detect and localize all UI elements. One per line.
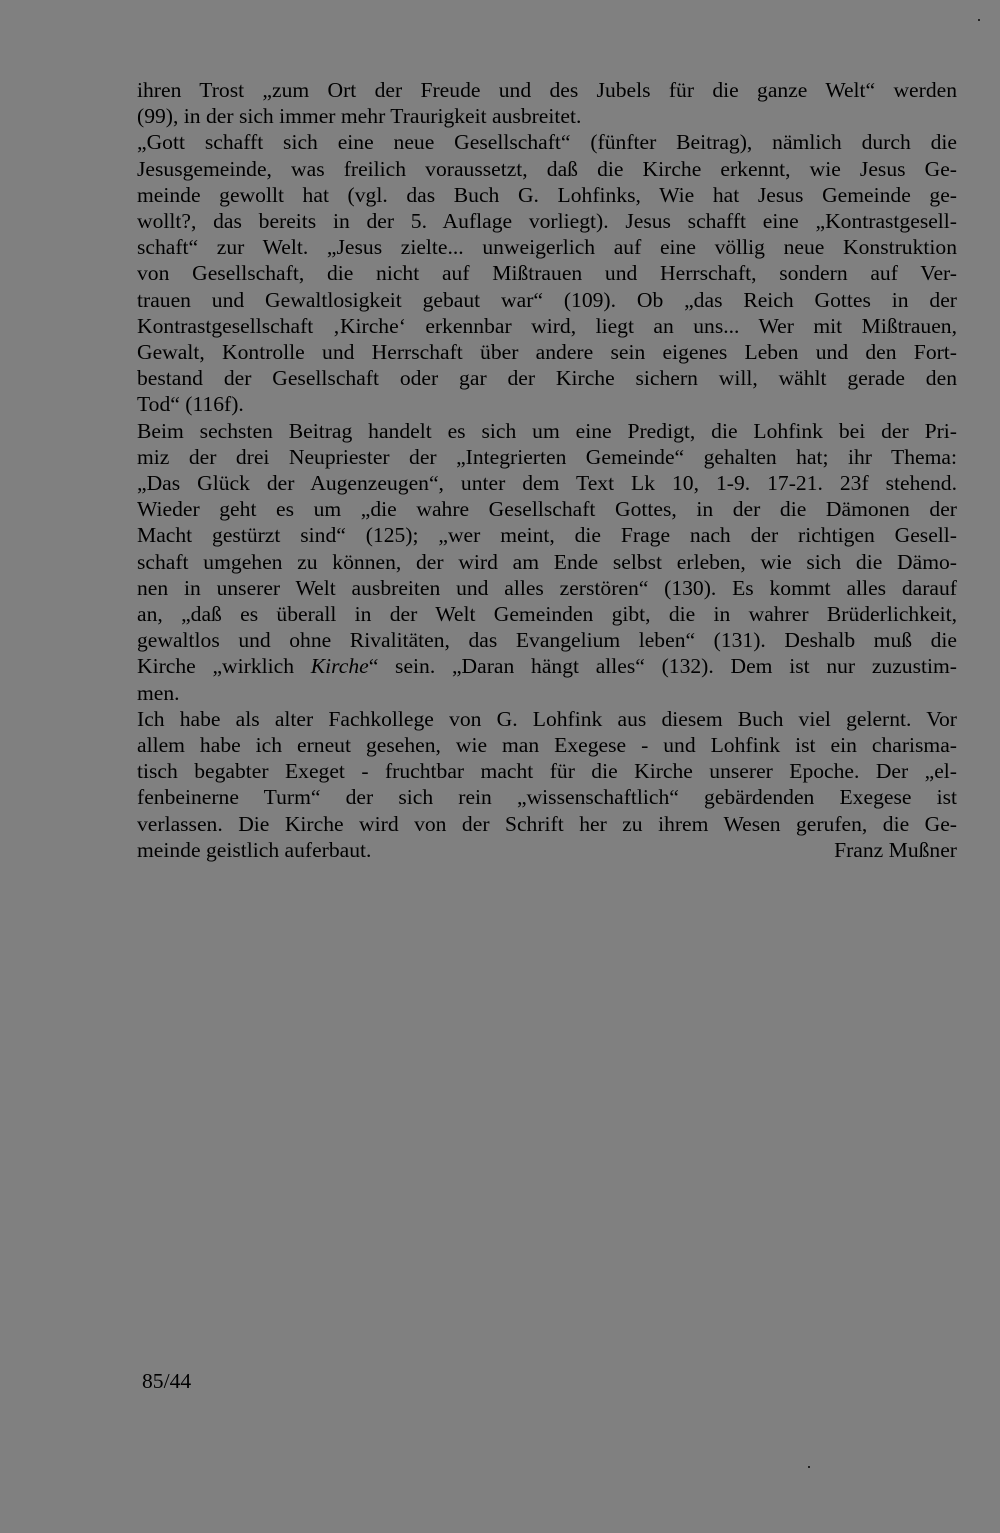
text-line: gewaltlos und ohne Rivalitäten, das Evangelium leben“ (131). Deshalb muß die — [137, 628, 957, 653]
text-line: „Gott schafft sich eine neue Gesellschaft“ (fünfter Beitrag), nämlich durch die — [137, 130, 957, 155]
text-line: Beim sechsten Beitrag handelt es sich um eine Predigt, die Lohfink bei der Pri- — [137, 418, 957, 443]
text-line: meinde gewollt hat (vgl. das Buch G. Lohfinks, Wie hat Jesus Gemeinde ge- — [137, 182, 957, 207]
text-line: wollt?, das bereits in der 5. Auflage vorliegt). Jesus schafft eine „Kontrastgesell- — [137, 209, 957, 234]
text-line: nen in unserer Welt ausbreiten und alles zerstören“ (130). Es kommt alles darauf — [137, 575, 957, 600]
text-segment: “ sein. „Daran hängt alles“ (132). Dem ist nur zuzustim- — [368, 654, 957, 679]
text-line: schaft umgehen zu können, der wird am Ende selbst erleben, wie sich die Dämo- — [137, 549, 957, 574]
page-number: 85/44 — [142, 1369, 192, 1393]
text-line: miz der drei Neupriester der „Integrierten Gemeinde“ gehalten hat; ihr Thema: — [137, 444, 957, 469]
signature-line — [137, 837, 957, 863]
text-line: ihren Trost „zum Ort der Freude und des Jubels für die ganze Welt“ werden — [137, 78, 957, 102]
italic-kirche: Kirche — [310, 654, 369, 679]
text-line: schaft“ zur Welt. „Jesus zielte... unweigerlich auf eine völlig neue Konstruktion — [137, 235, 957, 260]
text-line: Ich habe als alter Fachkollege von G. Lohfink aus diesem Buch viel gelernt. Vor — [137, 706, 957, 731]
text-line-kirche — [137, 653, 957, 679]
text-line: „Das Glück der Augenzeugen“, unter dem Text Lk 10, 1-9. 17-21. 23f stehend. — [137, 471, 957, 496]
final-text-line: meinde geistlich auferbaut. — [137, 837, 372, 862]
text-line: men. — [137, 680, 180, 705]
text-line: fenbeinerne Turm“ der sich rein „wissenschaftlich“ gebärdenden Exegese ist — [137, 785, 957, 810]
text-line: Tod“ (116f). — [137, 392, 244, 417]
text-line: allem habe ich erneut gesehen, wie man Exegese - und Lohfink ist ein charisma- — [137, 733, 957, 758]
text-line: an, „daß es überall in der Welt Gemeinden gibt, die in wahrer Brüderlichkeit, — [137, 602, 957, 627]
text-line: verlassen. Die Kirche wird von der Schrift her zu ihrem Wesen gerufen, die Ge- — [137, 811, 957, 836]
author-name: Franz Mußner — [834, 837, 957, 862]
text-line: trauen und Gewaltlosigkeit gebaut war“ (109). Ob „das Reich Gottes in der — [137, 287, 957, 312]
text-line: bestand der Gesellschaft oder gar der Kirche sichern will, wählt gerade den — [137, 366, 957, 391]
text-line: (99), in der sich immer mehr Traurigkeit ausbreitet. — [137, 104, 582, 129]
scan-speck — [978, 19, 980, 21]
text-line: Wieder geht es um „die wahre Gesellschaft Gottes, in der die Dämonen der — [137, 497, 957, 522]
text-line: von Gesellschaft, die nicht auf Mißtrauen und Herrschaft, sondern auf Ver- — [137, 261, 957, 286]
review-text-block — [137, 77, 957, 863]
text-line: Jesusgemeinde, was freilich voraussetzt, daß die Kirche erkennt, wie Jesus Ge- — [137, 156, 957, 181]
text-segment: Kirche „wirklich — [137, 654, 311, 679]
text-line: Gewalt, Kontrolle und Herrschaft über andere sein eigenes Leben und den Fort- — [137, 340, 957, 365]
text-line: Kontrastgesellschaft ‚Kirche‘ erkennbar wird, liegt an uns... Wer mit Mißtrauen, — [137, 313, 957, 338]
text-line: Macht gestürzt sind“ (125); „wer meint, die Frage nach der richtigen Gesell- — [137, 523, 957, 548]
text-line: tisch begabter Exeget - fruchtbar macht für die Kirche unserer Epoche. Der „el- — [137, 759, 957, 784]
scan-speck — [808, 1466, 810, 1468]
